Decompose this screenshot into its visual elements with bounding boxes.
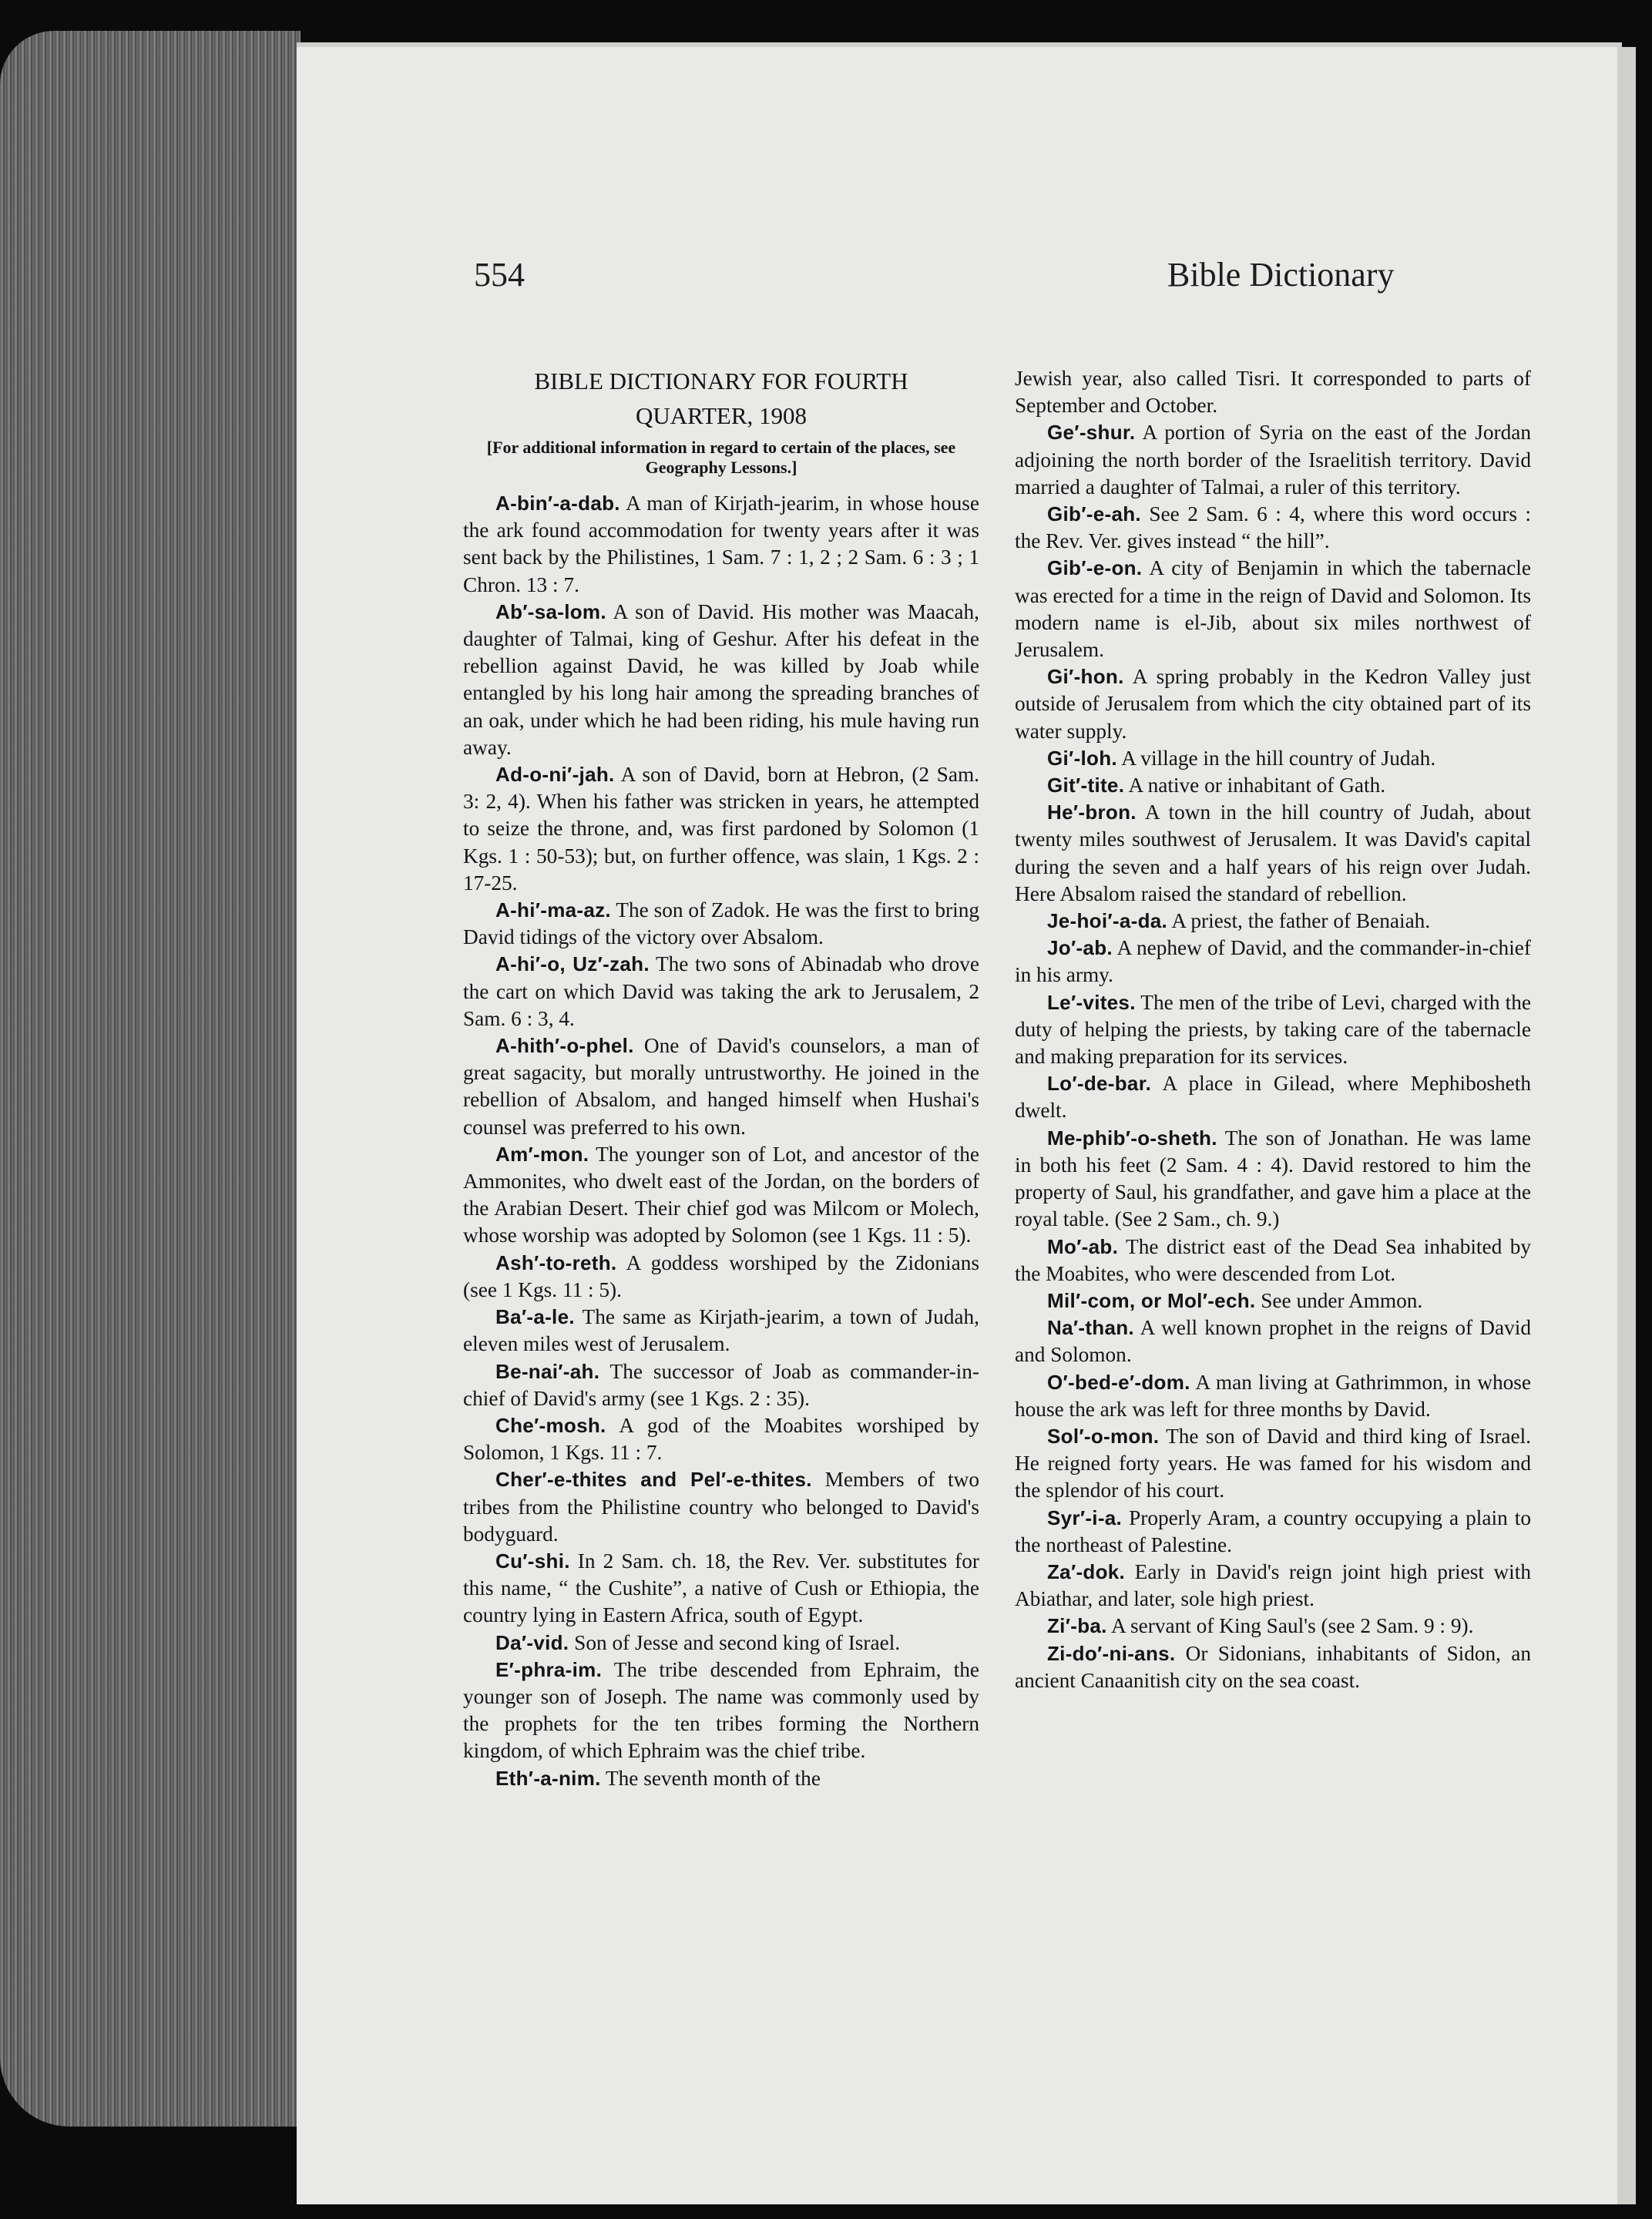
dictionary-entry xyxy=(463,1141,979,1250)
dictionary-entry xyxy=(463,1765,979,1792)
entry-definition: A goddess worshiped by the Zidonians (see 1 Kgs. 11 : 5). xyxy=(463,1250,979,1301)
entry-term: A-bin′-a-dab. xyxy=(495,492,620,515)
entry-definition: A city of Benjamin in which the tabernacle was erected for a time in the reign of David and Solomon. Its modern name is el-Jib, about six miles northwest of Jerusalem. xyxy=(1015,556,1531,662)
entry-term: A-hi′-ma-az. xyxy=(495,898,611,922)
section-heading: BIBLE DICTIONARY FOR FOURTH xyxy=(534,368,908,394)
entry-definition: In 2 Sam. ch. 18, the Rev. Ver. substitutes for this name, “ the Cushite”, a native of Cush or Ethiopia, the country lying in Eastern Africa, south of Egypt. xyxy=(463,1549,979,1627)
entry-definition: A servant of King Saul's (see 2 Sam. 9 : 9). xyxy=(1106,1614,1474,1638)
entry-term: Ba′-a-le. xyxy=(495,1305,575,1329)
dictionary-entry xyxy=(463,1358,979,1412)
entry-definition: The two sons of Abinadab who drove the cart on which David was taking the ark to Jerusalem, 2 Sam. 6 : 3, 4. xyxy=(463,952,979,1030)
entry-term: Zi′-ba. xyxy=(1047,1614,1107,1638)
running-title: Bible Dictionary xyxy=(1167,256,1395,294)
page-edges xyxy=(0,31,301,2127)
entry-term: Ash′-to-reth. xyxy=(495,1250,617,1274)
entry-definition: A son of David, born at Hebron, (2 Sam. 3: 2, 4). When his father was stricken in years, he attempted to seize the throne, and, was first pardoned by Solomon (1 Kgs. 1 : 50-53); but, on further offence, was slain, 1 Kgs. 2 : 17-25. xyxy=(463,763,979,895)
entry-term: Cher′-e-thites and Pel′-e-thites. xyxy=(495,1468,812,1492)
entry-term: Sol′-o-mon. xyxy=(1047,1424,1160,1448)
entry-term: Za′-dok. xyxy=(1047,1559,1126,1583)
entry-definition: Or Sidonians, inhabitants of Sidon, an ancient Canaanitish city on the sea coast. xyxy=(1015,1641,1531,1692)
entry-definition: A town in the hill country of Judah, about twenty miles southwest of Jerusalem. It was David's capital during the seven and a half years of his reign over Judah. Here Absalom raised the standard of rebellion. xyxy=(1015,801,1531,905)
entry-definition: A place in Gilead, where Mephibosheth dwelt. xyxy=(1015,1072,1531,1123)
entry-term: Am′-mon. xyxy=(495,1142,589,1166)
entry-term: Gi′-hon. xyxy=(1047,665,1124,689)
entry-definition: The younger son of Lot, and ancestor of the Ammonites, who dwelt east of the Jordan, on the borders of the Arabian Desert. Their chief god was Milcom or Molech, whose worship was adopted by Solomon (see 1 Kgs. 11 : 5). xyxy=(463,1142,979,1247)
entry-definition: See under Ammon. xyxy=(1255,1288,1423,1312)
entry-term: Be-nai′-ah. xyxy=(495,1359,600,1383)
dictionary-entry xyxy=(1015,663,1531,745)
dictionary-entry xyxy=(463,761,979,897)
entry-term: He′-bron. xyxy=(1047,801,1137,824)
dictionary-entry xyxy=(1015,772,1531,799)
entry-term: Ad-o-ni′-jah. xyxy=(495,763,615,787)
entry-term: Che′-mosh. xyxy=(495,1413,606,1437)
dictionary-entry xyxy=(1015,1613,1531,1640)
dictionary-entry xyxy=(1015,799,1531,908)
entry-definition: The son of Jonathan. He was lame in both his feet (2 Sam. 4 : 4). David restored to him the property of Saul, his grandfather, and gave him a place at the royal table. (See 2 Sam., ch. 9.) xyxy=(1015,1126,1531,1231)
page-number: 554 xyxy=(474,256,525,294)
entry-term: Me-phib′-o-sheth. xyxy=(1047,1126,1217,1150)
dictionary-entry xyxy=(463,1412,979,1466)
entry-term: Na′-than. xyxy=(1047,1316,1134,1340)
dictionary-entry xyxy=(463,1466,979,1548)
entry-definition: The district east of the Dead Sea inhabited by the Moabites, who were descended from Lot. xyxy=(1015,1234,1531,1285)
entry-term: Zi-do′-ni-ans. xyxy=(1047,1641,1176,1665)
entry-term: Gib′-e-on. xyxy=(1047,556,1143,580)
entry-definition: A well known prophet in the reigns of David and Solomon. xyxy=(1015,1316,1531,1367)
section-note: [For additional information in regard to certain of the places, see Geography Lessons.] xyxy=(486,438,956,477)
dictionary-entry xyxy=(463,1032,979,1141)
entry-definition: Members of two tribes from the Philistine country who belonged to David's bodyguard. xyxy=(463,1468,979,1546)
entry-definition: A man living at Gathrimmon, in whose house the ark was left for three months by David. xyxy=(1015,1370,1531,1421)
entry-term: Je-hoi′-a-da. xyxy=(1047,909,1168,933)
dictionary-entry xyxy=(1015,1423,1531,1505)
entry-definition: The son of Zadok. He was the first to bring David tidings of the victory over Absalom. xyxy=(463,898,979,949)
entry-term: Ab′-sa-lom. xyxy=(495,599,606,623)
dictionary-entry xyxy=(463,1630,979,1657)
dictionary-entry xyxy=(1015,1234,1531,1287)
dictionary-entry xyxy=(463,951,979,1032)
entry-definition: Son of Jesse and second king of Israel. xyxy=(569,1630,901,1654)
right-entry-list xyxy=(1015,419,1531,1694)
dictionary-entry xyxy=(1015,989,1531,1071)
entry-term: Jo′-ab. xyxy=(1047,936,1113,960)
entry-term: Eth′-a-nim. xyxy=(495,1766,601,1790)
dictionary-entry xyxy=(1015,1640,1531,1694)
dictionary-entry xyxy=(463,1548,979,1630)
dictionary-entry xyxy=(1015,935,1531,989)
dictionary-entry xyxy=(1015,501,1531,555)
entry-term: Cu′-shi. xyxy=(495,1549,570,1573)
dictionary-entry xyxy=(463,1657,979,1765)
dictionary-entry xyxy=(1015,1505,1531,1559)
entry-definition: The tribe descended from Ephraim, the younger son of Joseph. The name was commonly used by the prophets for the ten tribes forming the Northern kingdom, of which Ephraim was the chief tribe. xyxy=(463,1657,979,1763)
entry-definition: A man of Kirjath-jearim, in whose house the ark found accommodation for twenty years after it was sent back by the Philistines, 1 Sam. 7 : 1, 2 ; 2 Sam. 6 : 3 ; 1 Chron. 13 : 7. xyxy=(463,492,979,596)
entry-definition: The same as Kirjath-jearim, a town of Judah, eleven miles west of Jerusalem. xyxy=(463,1305,979,1356)
entry-definition: See 2 Sam. 6 : 4, where this word occurs : the Rev. Ver. gives instead “ the hill”. xyxy=(1015,502,1531,553)
section-heading-line2: QUARTER, 1908 xyxy=(635,402,808,429)
dictionary-entry xyxy=(463,599,979,761)
entry-definition: The men of the tribe of Levi, charged with the duty of helping the priests, by taking care of the tabernacle and making preparation for its services. xyxy=(1015,990,1531,1069)
dictionary-entry xyxy=(1015,1070,1531,1124)
entry-definition: Early in David's reign joint high priest with Abiathar, and later, sole high priest. xyxy=(1015,1559,1531,1611)
entry-term: E′-phra-im. xyxy=(495,1657,603,1681)
entry-definition: The seventh month of the xyxy=(600,1766,821,1790)
entry-term: O′-bed-e′-dom. xyxy=(1047,1370,1190,1394)
entry-definition: The son of David and third king of Israel. He reigned forty years. He was famed for his wisdom and the splendor of his court. xyxy=(1015,1424,1531,1502)
dictionary-entry xyxy=(1015,1125,1531,1234)
entry-definition: Properly Aram, a country occupying a plain to the northeast of Palestine. xyxy=(1015,1506,1531,1556)
entry-term: A-hith′-o-phel. xyxy=(495,1034,634,1058)
right-column xyxy=(1015,365,1531,1694)
book-page xyxy=(297,42,1622,2204)
dictionary-entry xyxy=(463,490,979,599)
entry-definition: A native or inhabitant of Gath. xyxy=(1124,774,1386,797)
entry-term: A-hi′-o, Uz′-zah. xyxy=(495,952,650,976)
entry-definition: A village in the hill country of Judah. xyxy=(1116,746,1436,770)
dictionary-entry xyxy=(1015,1314,1531,1368)
entry-term: Git′-tite. xyxy=(1047,774,1125,797)
left-entry-list xyxy=(463,490,979,1792)
dictionary-entry xyxy=(1015,745,1531,772)
entry-term: Da′-vid. xyxy=(495,1630,569,1654)
dictionary-entry xyxy=(1015,1559,1531,1613)
entry-term: Mo′-ab. xyxy=(1047,1234,1119,1258)
entry-term: Lo′-de-bar. xyxy=(1047,1072,1152,1096)
entry-definition: A portion of Syria on the east of the Jordan adjoining the north border of the Israelitish territory. David married a daughter of Talmai, a ruler of this territory. xyxy=(1015,421,1531,499)
entry-term: Ge′-shur. xyxy=(1047,421,1136,445)
dictionary-entry xyxy=(1015,419,1531,501)
entry-definition: A nephew of David, and the commander-in-chief in his army. xyxy=(1015,936,1531,987)
dictionary-entry xyxy=(463,1304,979,1358)
entry-term: Gib′-e-ah. xyxy=(1047,502,1141,526)
dictionary-entry xyxy=(1015,555,1531,663)
entry-term: Le′-vites. xyxy=(1047,990,1136,1014)
left-column xyxy=(463,365,979,1792)
entry-definition: A spring probably in the Kedron Valley just outside of Jerusalem from which the city obtained part of its water supply. xyxy=(1015,665,1531,743)
entry-continuation: Jewish year, also called Tisri. It corresponded to parts of September and October. xyxy=(1015,367,1531,418)
entry-definition: A priest, the father of Benaiah. xyxy=(1167,909,1431,933)
entry-term: Mil′-com, or Mol′-ech. xyxy=(1047,1288,1256,1312)
entry-definition: The successor of Joab as commander-in-chief of David's army (see 1 Kgs. 2 : 35). xyxy=(463,1359,979,1410)
entry-term: Gi′-loh. xyxy=(1047,746,1117,770)
dictionary-entry xyxy=(1015,908,1531,935)
entry-definition: A god of the Moabites worshiped by Solomon, 1 Kgs. 11 : 7. xyxy=(463,1413,979,1465)
entry-definition: A son of David. His mother was Maacah, daughter of Talmai, king of Geshur. After his defeat in the rebellion against David, he was killed by Joab while entangled by his long hair among the spreading branches of an oak, under which he had been riding, his mule having run away. xyxy=(463,599,979,759)
dictionary-entry xyxy=(463,1250,979,1304)
entry-term: Syr′-i-a. xyxy=(1047,1506,1123,1529)
dictionary-entry xyxy=(1015,1287,1531,1314)
dictionary-entry xyxy=(463,897,979,951)
entry-definition: One of David's counselors, a man of great sagacity, but morally untrustworthy. He joined in the rebellion of Absalom, and hanged himself when Hushai's counsel was preferred to his own. xyxy=(463,1034,979,1139)
dictionary-entry xyxy=(1015,1369,1531,1423)
